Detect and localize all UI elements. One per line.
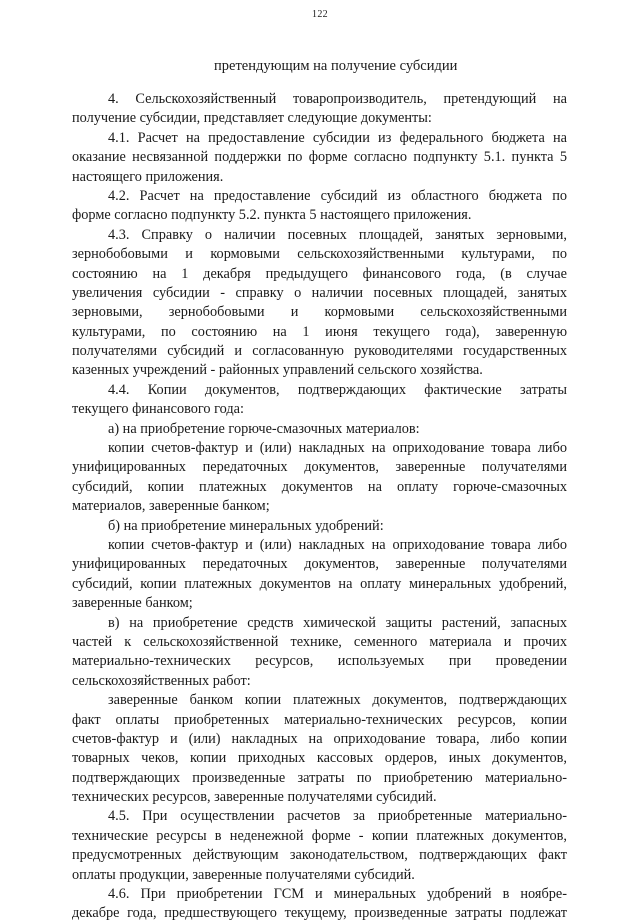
text-line: декабре года, предшествующего текущему, произведенные затраты подлежат <box>72 905 567 922</box>
text-line: факт оплаты приобретенных материально-технических ресурсов, копии <box>72 711 567 728</box>
text-line: 4.5. При осуществлении расчетов за приобретенные материально- <box>108 808 567 825</box>
text-line: б) на приобретение минеральных удобрений: <box>108 517 384 534</box>
text-line: материально-технических ресурсов, используемых при проведении <box>72 653 567 670</box>
document-body <box>72 90 567 924</box>
text-line: унифицированных передаточных документов, заверенные получателями <box>72 459 567 476</box>
text-line: заверенные банком копии платежных документов, подтверждающих <box>108 692 567 709</box>
text-line: 4.2. Расчет на предоставление субсидий из областного бюджета по <box>108 187 567 204</box>
text-line: копии счетов-фактур и (или) накладных на оприходование товара либо <box>108 440 567 457</box>
text-line: оказание несвязанной поддержки по форме согласно подпункту 5.1. пункта 5 <box>72 149 567 166</box>
text-line: казенных учреждений - районных управлений сельского хозяйства. <box>72 362 483 379</box>
page-number: 122 <box>312 9 328 20</box>
text-line: подтверждающих произведенные затраты по приобретению материально- <box>72 769 567 786</box>
text-line: предусмотренных действующим законодательством, подтверждающих факт <box>72 847 567 864</box>
text-line: технических ресурсов, заверенные получателями субсидий. <box>72 789 437 806</box>
section-heading: претендующим на получение субсидии <box>214 58 458 74</box>
text-line: счетов-фактур и (или) накладных на оприходование товара, либо копии <box>72 730 567 747</box>
text-line: получателями субсидий и согласованную руководителями государственных <box>72 343 567 360</box>
text-line: а) на приобретение горюче-смазочных материалов: <box>108 420 420 437</box>
text-line: форме согласно подпункту 5.2. пункта 5 настоящего приложения. <box>72 207 472 224</box>
text-line: в) на приобретение средств химической защиты растений, запасных <box>108 614 567 631</box>
text-line: сельскохозяйственных работ: <box>72 672 251 689</box>
text-line: технические ресурсы в неденежной форме - копии платежных документов, <box>72 827 567 844</box>
text-line: заверенные банком; <box>72 595 193 612</box>
text-line: состоянию на 1 декабря предыдущего финансового года, (в случае <box>72 265 567 282</box>
text-line: субсидий, копии платежных документов на оплату минеральных удобрений, <box>72 575 567 592</box>
text-line: материалов, заверенные банком; <box>72 498 270 515</box>
text-line: субсидий, копии платежных документов на оплату горюче-смазочных <box>72 478 567 495</box>
text-line: унифицированных передаточных документов, заверенные получателями <box>72 556 567 573</box>
text-line: копии счетов-фактур и (или) накладных на оприходование товара либо <box>108 536 567 553</box>
text-line: настоящего приложения. <box>72 168 224 185</box>
text-line: 4.4. Копии документов, подтверждающих фактические затраты <box>108 381 567 398</box>
text-line: увеличения субсидии - справку о наличии посевных площадей, занятых <box>72 284 567 301</box>
text-line: 4.1. Расчет на предоставление субсидии из федерального бюджета на <box>108 129 567 146</box>
text-line: 4.6. При приобретении ГСМ и минеральных удобрений в ноябре- <box>108 886 567 903</box>
text-line: получение субсидии, представляет следующие документы: <box>72 110 432 127</box>
text-line: зерновыми, зернобобовыми и кормовыми сельскохозяйственными <box>72 304 567 321</box>
text-line: товарных чеков, копии приходных кассовых ордеров, иных документов, <box>72 750 567 767</box>
text-line: текущего финансового года: <box>72 401 244 418</box>
text-line: 4. Сельскохозяйственный товаропроизводитель, претендующий на <box>108 91 567 107</box>
text-line: культурами, по состоянию на 1 июня текущего года), заверенную <box>72 323 567 340</box>
text-line: частей к сельскохозяйственной технике, семенного материала и прочих <box>72 633 567 650</box>
text-line: оплаты продукции, заверенные получателями субсидий. <box>72 866 415 883</box>
text-line: 4.3. Справку о наличии посевных площадей, занятых зерновыми, <box>108 226 567 243</box>
text-line: зернобобовыми и кормовыми сельскохозяйственными культурами, по <box>72 246 567 263</box>
